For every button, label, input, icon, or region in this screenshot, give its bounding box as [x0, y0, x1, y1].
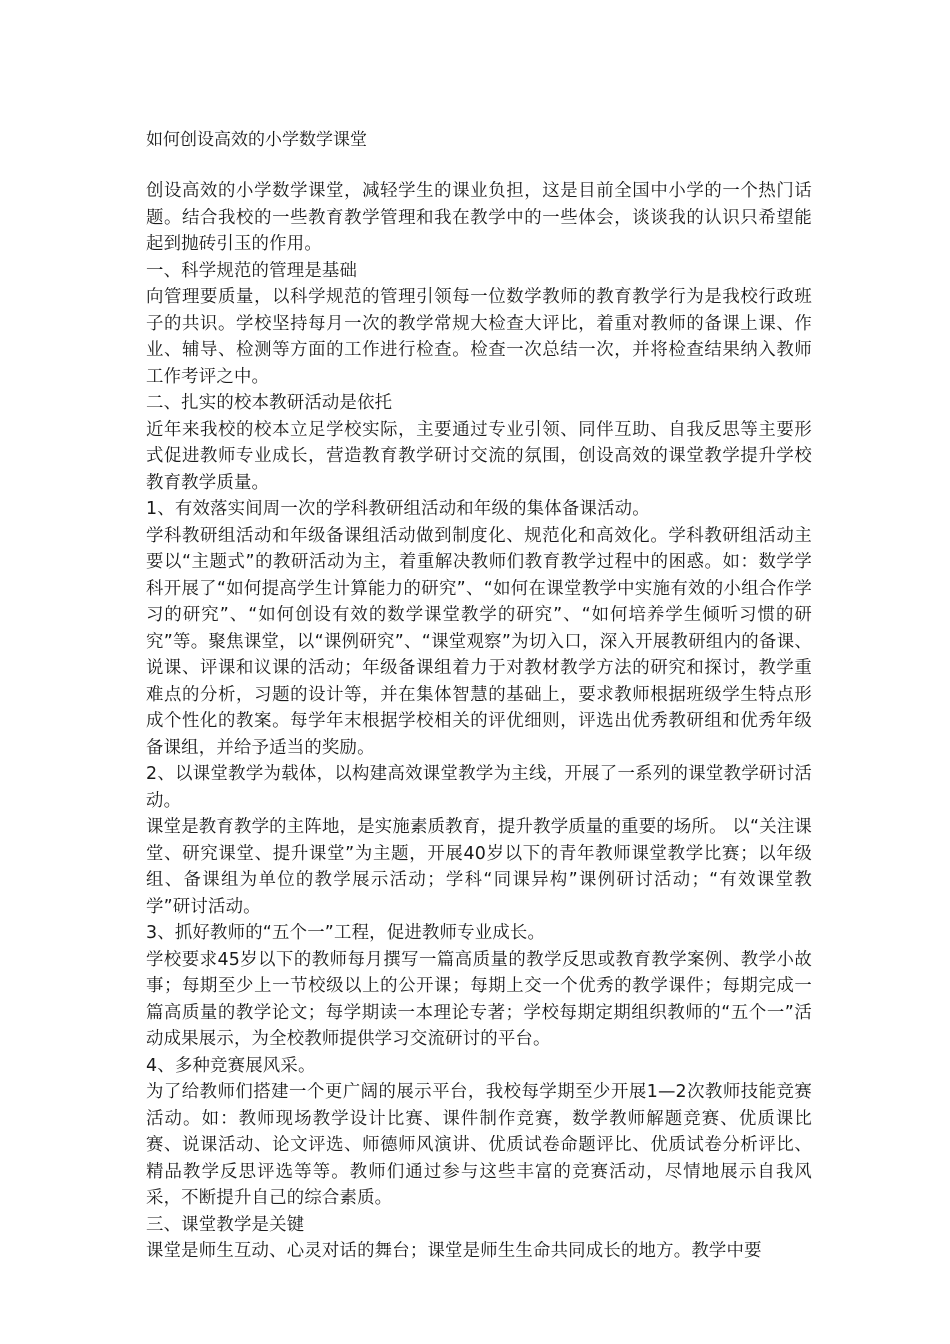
document-body — [146, 178, 812, 1265]
section-heading-1: 一、科学规范的管理是基础 — [146, 260, 358, 281]
section-heading-3: 三、课堂教学是关键 — [146, 1214, 305, 1235]
section-3-paragraph: 课堂是师生互动、心灵对话的舞台；课堂是师生生命共同成长的地方。教学中要 — [146, 1241, 762, 1261]
subsection-2-2-paragraph: 课堂是教育教学的主阵地，是实施素质教育，提升教学质量的重要的场所。 以“关注课堂、研究课堂、提升课堂”为主题，开展40岁以下的青年教师课堂教学比赛；以年级组、备课组为单位的教学展示活动；学科“同课异构”课例研讨活动；“有效课堂教学”研讨活动。 — [146, 817, 812, 917]
intro-paragraph: 创设高效的小学数学课堂，减轻学生的课业负担，这是目前全国中小学的一个热门话题。结合我校的一些教育教学管理和我在教学中的一些体会，谈谈我的认识只希望能起到抛砖引玉的作用。 — [146, 181, 812, 254]
subheading-2-4: 4、多种竞赛展风采。 — [146, 1055, 316, 1076]
section-heading-2: 二、扎实的校本教研活动是依托 — [146, 393, 393, 413]
subsection-2-4-paragraph: 为了给教师们搭建一个更广阔的展示平台，我校每学期至少开展1—2次教师技能竞赛活动。如：教师现场教学设计比赛、课件制作竞赛，数学教师解题竞赛、优质课比赛、说课活动、论文评选、师德师风演讲、优质试卷命题评比、优质试卷分析评比、精品教学反思评选等等。教师们通过参与这些丰富的竞赛活动，尽情地展示自我风采，不断提升自己的综合素质。 — [146, 1082, 812, 1208]
subheading-2-3: 3、抓好教师的“五个一”工程，促进教师专业成长。 — [146, 923, 546, 943]
section-1-paragraph: 向管理要质量，以科学规范的管理引领每一位数学教师的教育教学行为是我校行政班子的共识。学校坚持每月一次的教学常规大检查大评比，着重对教师的备课上课、作业、辅导、检测等方面的工作进行检查。检查一次总结一次，并将检查结果纳入教师工作考评之中。 — [146, 287, 812, 387]
subsection-2-1-paragraph: 学科教研组活动和年级备课组活动做到制度化、规范化和高效化。学科教研组活动主要以“主题式”的教研活动为主，着重解决教师们教育教学过程中的困惑。如：数学学科开展了“如何提高学生计算能力的研究”、“如何在课堂教学中实施有效的小组合作学习的研究”、“如何创设有效的数学课堂教学的研究”、“如何培养学生倾听习惯的研究”等。聚焦课堂，以“课例研究”、“课堂观察”为切入口，深入开展教研组内的备课、说课、评课和议课的活动；年级备课组着力于对教材教学方法的研究和探讨，教学重难点的分析，习题的设计等，并在集体智慧的基础上，要求教师根据班级学生特点形成个性化的教案。每学年末根据学校相关的评优细则，评选出优秀教研组和优秀年级备课组，并给予适当的奖励。 — [146, 525, 812, 758]
subheading-2-1: 1、有效落实间周一次的学科教研组活动和年级的集体备课活动。 — [146, 499, 650, 519]
section-2-paragraph: 近年来我校的校本立足学校实际，主要通过专业引领、同伴互助、自我反思等主要形式促进教师专业成长，营造教育教学研讨交流的氛围，创设高效的课堂教学提升学校教育教学质量。 — [146, 419, 812, 493]
subheading-2-2: 2、以课堂教学为载体，以构建高效课堂教学为主线，开展了一系列的课堂教学研讨活动。 — [146, 764, 812, 811]
subsection-2-3-paragraph: 学校要求45岁以下的教师每月撰写一篇高质量的教学反思或教育教学案例、教学小故事；每期至少上一节校级以上的公开课；每期上交一个优秀的教学课件；每期完成一篇高质量的教学论文；每学期读一本理论专著；学校每期定期组织教师的“五个一”活动成果展示，为全校教师提供学习交流研讨的平台。 — [146, 949, 812, 1049]
document-title: 如何创设高效的小学数学课堂 — [146, 130, 367, 150]
document-page — [146, 126, 812, 1265]
